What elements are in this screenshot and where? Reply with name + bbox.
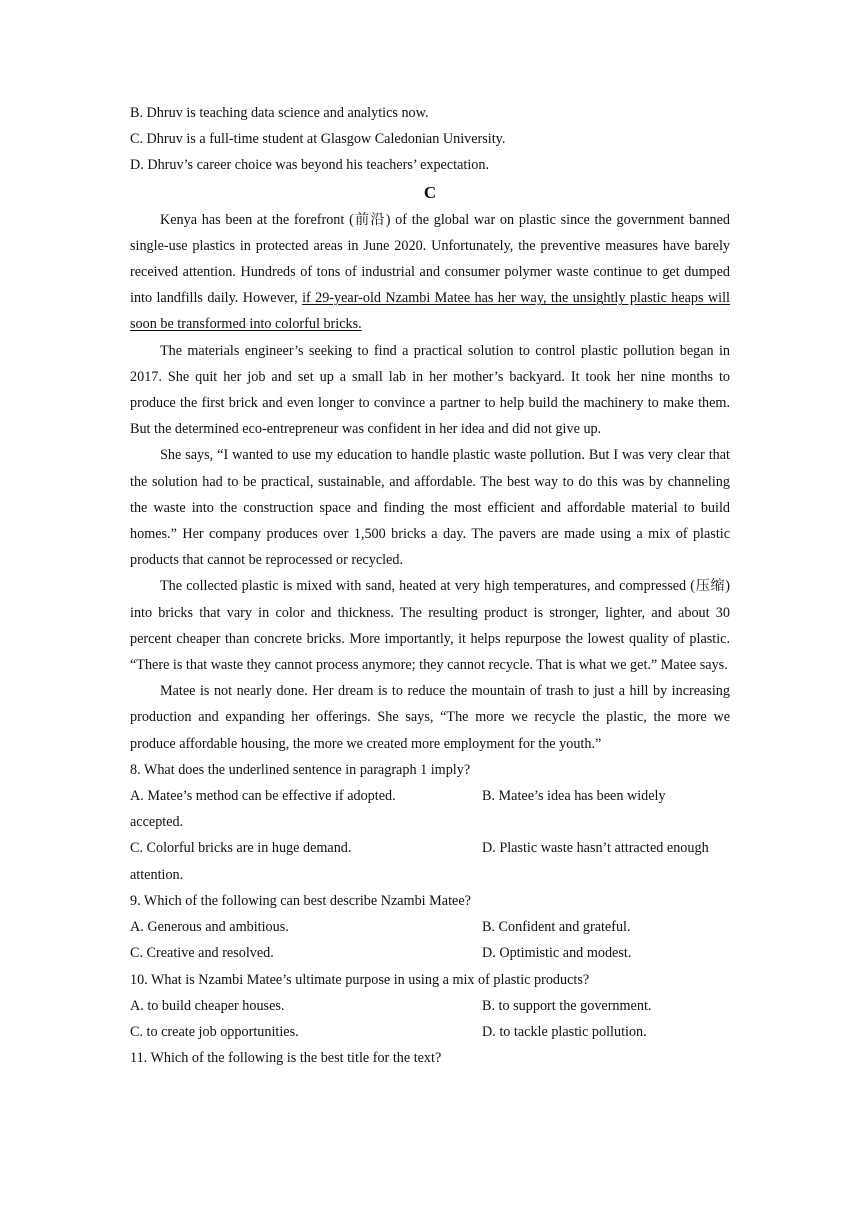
paragraph-3: She says, “I wanted to use my education to handle plastic waste pollution. But I was very clear that the solution had to be practical, sustainable, and affordable. The best way to do this was by channeling the waste into the construction space and finding the most efficient and affordable material to build homes.” Her company produces over 1,500 bricks a day. The pavers are made using a mix of plastic products that cannot be reprocessed or recycled.: [130, 447, 730, 569]
question-8-row-ab: [130, 783, 730, 809]
question-8-option-c: C. Colorful bricks are in huge demand.: [130, 840, 352, 857]
question-8-option-b: B. Matee’s idea has been widely: [482, 788, 666, 805]
question-10-row-cd: [130, 1019, 730, 1045]
question-10-option-a: A. to build cheaper houses.: [130, 997, 285, 1014]
question-10-option-b: B. to support the government.: [482, 997, 652, 1014]
question-9-row-ab: [130, 914, 730, 940]
prev-option-b: B. Dhruv is teaching data science and analytics now.: [130, 105, 429, 121]
underlined-sentence: if 29-year-old Nzambi Matee has her way, the unsightly plastic heaps will soon be transformed into colorful bricks.: [130, 290, 730, 333]
paragraph-1: [130, 207, 730, 338]
section-heading: C: [423, 182, 437, 202]
paragraph-5: Matee is not nearly done. Her dream is to reduce the mountain of trash to just a hill by increasing production and expanding her offerings. She says, “The more we recycle the plastic, the more we produce affordable housing, the more we created more employment for the youth.”: [130, 683, 730, 752]
paragraph-1-text: Kenya has been at the forefront (前沿) of the global war on plastic since the government banned single-use plastics in protected areas in June 2020. Unfortunately, the preventive measures have barely received attention. Hundreds of tons of industrial and consumer polymer waste continue to get dumped into landfills daily. However,: [130, 211, 730, 307]
question-8-stem: 8. What does the underlined sentence in paragraph 1 imply?: [130, 761, 471, 778]
question-8-option-b-cont: accepted.: [130, 814, 184, 831]
question-11-stem: 11. Which of the following is the best title for the text?: [130, 1050, 442, 1067]
question-8-option-d: D. Plastic waste hasn’t attracted enough: [482, 840, 709, 857]
question-10-option-d: D. to tackle plastic pollution.: [482, 1023, 647, 1040]
question-9-option-c: C. Creative and resolved.: [130, 945, 274, 962]
question-9-stem: 9. Which of the following can best describe Nzambi Matee?: [130, 892, 471, 909]
question-10-row-ab: [130, 993, 730, 1019]
question-8-option-d-cont: attention.: [130, 866, 184, 883]
document-page: [130, 100, 730, 1071]
question-9-row-cd: [130, 940, 730, 966]
prev-option-d: D. Dhruv’s career choice was beyond his teachers’ expectation.: [130, 157, 490, 174]
question-9-option-b: B. Confident and grateful.: [482, 919, 631, 936]
question-9-option-d: D. Optimistic and modest.: [482, 945, 632, 962]
question-10-option-c: C. to create job opportunities.: [130, 1023, 299, 1040]
prev-option-c: C. Dhruv is a full-time student at Glasgow Caledonian University.: [130, 131, 506, 148]
question-10-stem: 10. What is Nzambi Matee’s ultimate purpose in using a mix of plastic products?: [130, 971, 590, 988]
question-8-row-cd: [130, 835, 730, 861]
question-8-option-a: A. Matee’s method can be effective if adopted.: [130, 788, 396, 805]
question-9-option-a: A. Generous and ambitious.: [130, 919, 289, 936]
paragraph-4: The collected plastic is mixed with sand, heated at very high temperatures, and compressed (压缩) into bricks that vary in color and thickness. The resulting product is stronger, lighter, and about 30 percent cheaper than concrete bricks. More importantly, it helps repurpose the lowest quality of plastic. “There is that waste they cannot process anymore; they cannot recycle. That is what we get.” Matee says.: [130, 578, 730, 674]
paragraph-2: The materials engineer’s seeking to find a practical solution to control plastic pollution began in 2017. She quit her job and set up a small lab in her mother’s backyard. It took her nine months to produce the first brick and even longer to convince a partner to help build the machinery to make them. But the determined eco-entrepreneur was confident in her idea and did not give up.: [130, 342, 730, 438]
